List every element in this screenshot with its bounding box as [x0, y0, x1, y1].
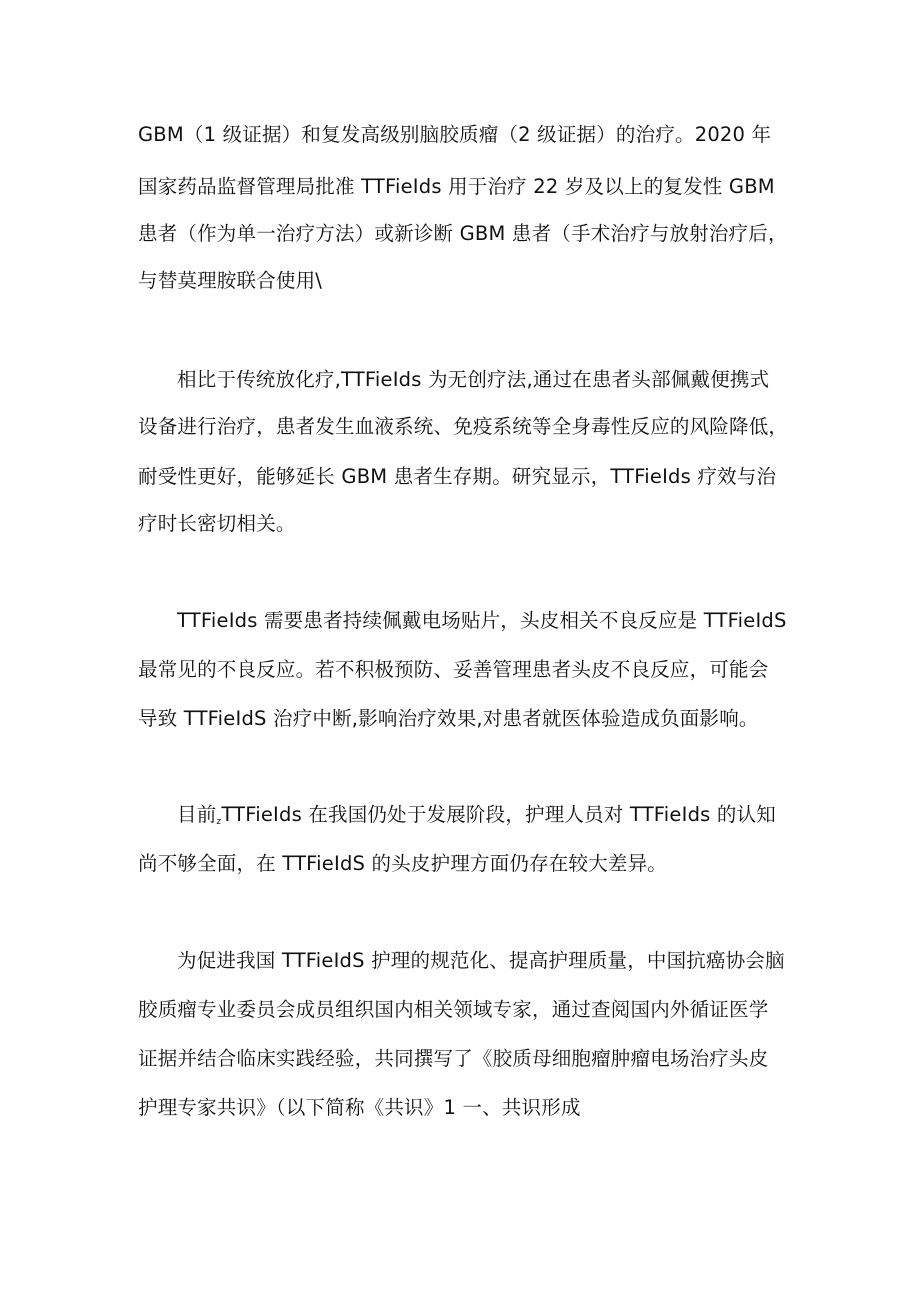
paragraph-1-line-3: 患者（作为单一治疗方法）或新诊断 GBM 患者（手术治疗与放射治疗后， — [138, 222, 788, 245]
paragraph-2-line-1: 相比于传统放化疗,TTFieIds 为无创疗法,通过在患者头部佩戴便携式 — [177, 368, 770, 391]
paragraph-3-line-1: TTFieIds 需要患者持续佩戴电场贴片，头皮相关不良反应是 TTFieIdS — [177, 609, 787, 632]
paragraph-5-line-3: 证据并结合临床实践经验，共同撰写了《胶质母细胞瘤肿瘤电场治疗头皮 — [138, 1047, 769, 1070]
paragraph-2-line-4: 疗时长密切相关。 — [138, 512, 296, 535]
paragraph-1-line-2: 国家药品监督管理局批准 TTFieIds 用于治疗 22 岁及以上的复发性 GBM — [138, 175, 775, 198]
paragraph-2-line-2: 设备进行治疗，患者发生血液系统、免疫系统等全身毒性反应的风险降低， — [138, 415, 789, 438]
paragraph-1-line-1: GBM（1 级证据）和复发高级别脑胶质瘤（2 级证据）的治疗。2020 年 — [138, 123, 772, 146]
paragraph-4-line-1 — [177, 802, 837, 835]
paragraph-4-subscript: z — [216, 817, 222, 827]
paragraph-3-line-3: 导致 TTFieIdS 治疗中断,影响治疗效果,对患者就医体验造成负面影响。 — [138, 707, 759, 730]
paragraph-4-line-2: 尚不够全面，在 TTFieIdS 的头皮护理方面仍存在较大差异。 — [138, 852, 667, 875]
paragraph-3-line-2: 最常见的不良反应。若不积极预防、妥善管理患者头皮不良反应，可能会 — [138, 658, 769, 681]
paragraph-1-line-4: 与替莫理胺联合使用\ — [138, 269, 323, 292]
paragraph-2-line-3: 耐受性更好，能够延长 GBM 患者生存期。研究显示，TTFieIds 疗效与治 — [138, 465, 777, 488]
paragraph-5-line-2: 胶质瘤专业委员会成员组织国内相关领域专家，通过查阅国内外循证医学 — [138, 998, 769, 1021]
paragraph-4-prefix: 目前 — [177, 803, 217, 826]
paragraph-5-line-1: 为促进我国 TTFieIdS 护理的规范化、提高护理质量，中国抗癌协会脑 — [177, 949, 785, 972]
paragraph-5-line-4: 护理专家共识》（以下简称《共识》1 一、共识形成 — [138, 1096, 581, 1119]
paragraph-4-line-1-text: TTFieIds 在我国仍处于发展阶段，护理人员对 TTFieIds 的认知 — [221, 803, 777, 826]
